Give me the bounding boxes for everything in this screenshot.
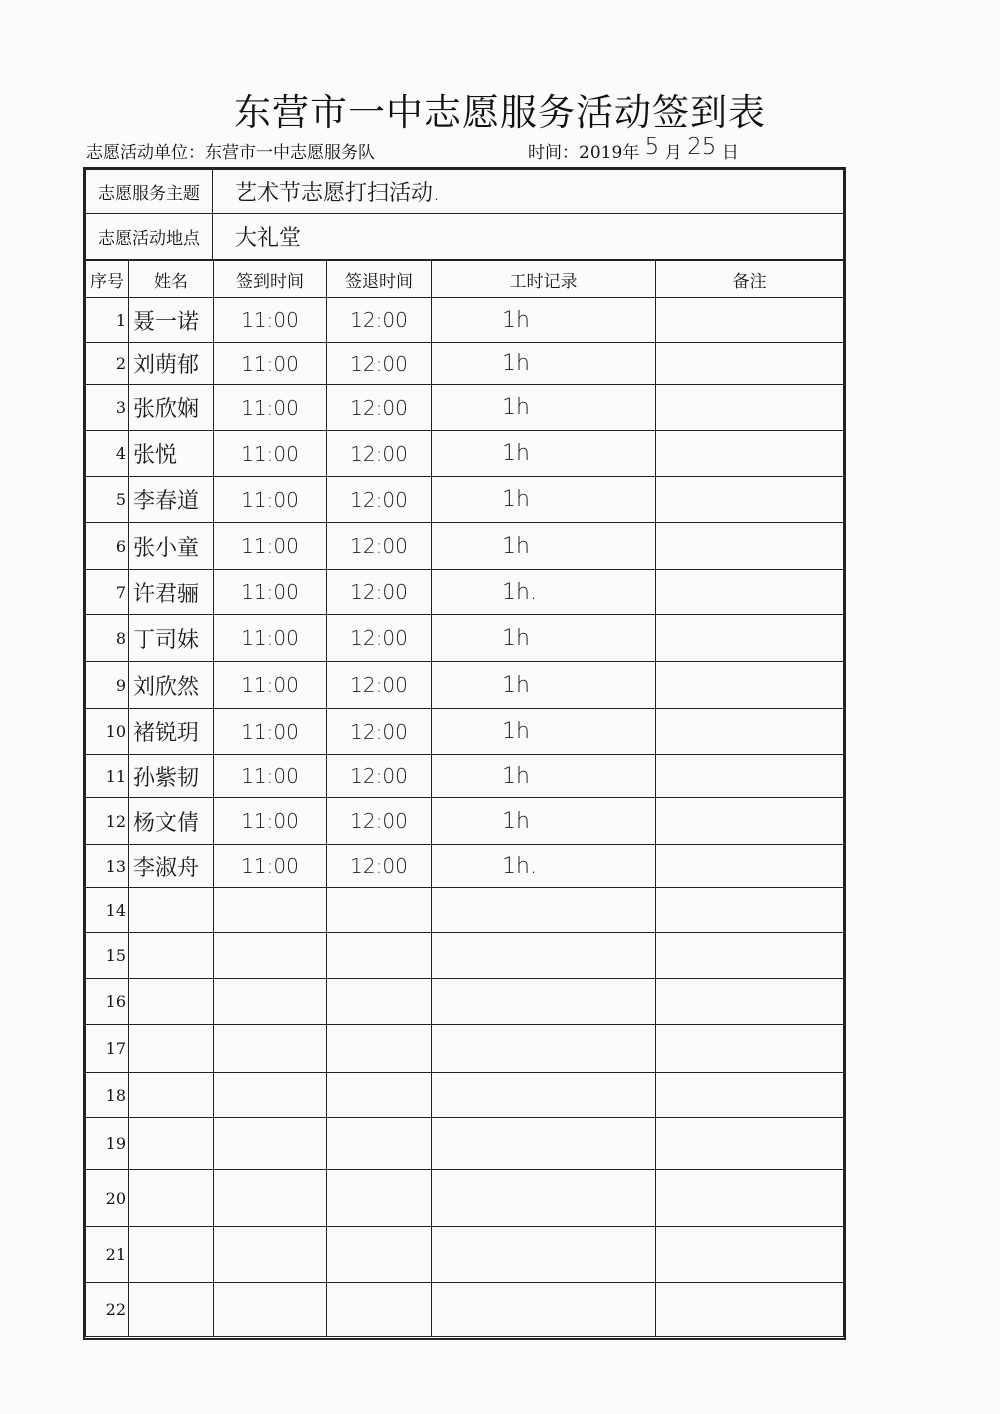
empty-cell [214, 1227, 327, 1283]
row-hours: 1h [432, 755, 656, 798]
row-sign-in: 11:00 [214, 431, 327, 477]
table-row [86, 845, 844, 888]
table-row [86, 570, 844, 615]
empty-cell [214, 1170, 327, 1227]
empty-table-row [86, 1118, 844, 1170]
row-number: 4 [86, 431, 129, 477]
empty-cell [327, 979, 432, 1025]
row-remark [656, 709, 844, 755]
row-sign-in: 11:00 [214, 662, 327, 709]
row-number: 13 [86, 845, 129, 888]
row-hours: 1h [432, 709, 656, 755]
row-sign-out: 12:00 [327, 615, 432, 662]
row-number: 14 [86, 888, 129, 933]
table-row [86, 431, 844, 477]
row-number: 9 [86, 662, 129, 709]
empty-table-row [86, 1227, 844, 1283]
row-name: 杨文倩 [129, 798, 214, 845]
row-sign-in: 11:00 [214, 385, 327, 431]
row-remark [656, 343, 844, 385]
row-sign-out: 12:00 [327, 385, 432, 431]
row-name: 张小童 [129, 523, 214, 570]
empty-cell [327, 1118, 432, 1170]
empty-cell [327, 1227, 432, 1283]
empty-cell [129, 888, 214, 933]
row-sign-out: 12:00 [327, 431, 432, 477]
row-number: 11 [86, 755, 129, 798]
info-table [85, 169, 844, 260]
row-remark [656, 662, 844, 709]
empty-table-row [86, 1025, 844, 1073]
row-name: 孙紫韧 [129, 755, 214, 798]
row-remark [656, 385, 844, 431]
row-sign-out: 12:00 [327, 662, 432, 709]
row-sign-in: 11:00 [214, 477, 327, 523]
empty-cell [214, 933, 327, 979]
row-sign-out: 12:00 [327, 523, 432, 570]
row-number: 15 [86, 933, 129, 979]
row-sign-in: 11:00 [214, 343, 327, 385]
row-sign-out: 12:00 [327, 570, 432, 615]
empty-cell [129, 1170, 214, 1227]
unit-label: 志愿活动单位： [86, 143, 205, 163]
empty-cell [656, 1227, 844, 1283]
unit-line [86, 138, 375, 163]
empty-cell [129, 1283, 214, 1337]
empty-cell [656, 888, 844, 933]
row-hours: 1h [432, 662, 656, 709]
row-sign-out: 12:00 [327, 298, 432, 343]
empty-cell [432, 888, 656, 933]
empty-cell [214, 1025, 327, 1073]
empty-cell [129, 1073, 214, 1118]
empty-cell [327, 1170, 432, 1227]
row-sign-in: 11:00 [214, 709, 327, 755]
empty-cell [432, 1170, 656, 1227]
attendance-table [85, 260, 844, 1337]
header-row [86, 261, 844, 298]
month-label: 月 [664, 143, 682, 163]
row-sign-in: 11:00 [214, 523, 327, 570]
empty-table-row [86, 933, 844, 979]
header-hours: 工时记录 [432, 261, 656, 298]
empty-cell [327, 1073, 432, 1118]
row-name: 褚锐玥 [129, 709, 214, 755]
row-number: 5 [86, 477, 129, 523]
row-remark [656, 570, 844, 615]
empty-cell [129, 933, 214, 979]
empty-table-row [86, 979, 844, 1025]
row-remark [656, 615, 844, 662]
row-number: 18 [86, 1073, 129, 1118]
row-sign-out: 12:00 [327, 343, 432, 385]
row-hours: 1h [432, 343, 656, 385]
empty-cell [129, 979, 214, 1025]
empty-cell [327, 888, 432, 933]
row-number: 22 [86, 1283, 129, 1337]
unit-value: 东营市一中志愿服务队 [205, 143, 375, 163]
empty-table-row [86, 888, 844, 933]
table-row [86, 385, 844, 431]
table-row [86, 615, 844, 662]
row-sign-out: 12:00 [327, 845, 432, 888]
theme-label: 志愿服务主题 [86, 170, 213, 214]
row-number: 19 [86, 1118, 129, 1170]
time-label: 时间：2019年 [528, 143, 640, 163]
row-hours: 1h [432, 298, 656, 343]
month-value: 5 [644, 134, 660, 160]
empty-cell [129, 1025, 214, 1073]
table-row [86, 662, 844, 709]
empty-cell [656, 1118, 844, 1170]
row-hours: 1h. [432, 570, 656, 615]
table-row [86, 798, 844, 845]
empty-cell [129, 1227, 214, 1283]
row-name: 许君骊 [129, 570, 214, 615]
row-hours: 1h [432, 615, 656, 662]
empty-cell [432, 1073, 656, 1118]
row-sign-out: 12:00 [327, 477, 432, 523]
header-sign-out: 签退时间 [327, 261, 432, 298]
row-sign-in: 11:00 [214, 570, 327, 615]
empty-cell [656, 1073, 844, 1118]
day-label: 日 [721, 143, 739, 163]
empty-cell [432, 1283, 656, 1337]
row-name: 刘萌郁 [129, 343, 214, 385]
empty-table-row [86, 1073, 844, 1118]
row-number: 6 [86, 523, 129, 570]
row-name: 张悦 [129, 431, 214, 477]
row-name: 刘欣然 [129, 662, 214, 709]
row-number: 7 [86, 570, 129, 615]
empty-cell [129, 1118, 214, 1170]
row-number: 17 [86, 1025, 129, 1073]
place-value: 大礼堂 [213, 214, 844, 260]
empty-cell [432, 1025, 656, 1073]
empty-table-row [86, 1283, 844, 1337]
table-row [86, 477, 844, 523]
row-sign-in: 11:00 [214, 798, 327, 845]
row-number: 21 [86, 1227, 129, 1283]
empty-cell [214, 1283, 327, 1337]
empty-cell [656, 933, 844, 979]
empty-cell [214, 1073, 327, 1118]
row-hours: 1h. [432, 845, 656, 888]
row-hours: 1h [432, 477, 656, 523]
row-hours: 1h [432, 523, 656, 570]
theme-value: 艺术节志愿打扫活动. [213, 170, 844, 214]
empty-cell [327, 933, 432, 979]
row-remark [656, 845, 844, 888]
row-remark [656, 298, 844, 343]
document-title: 东营市一中志愿服务活动签到表 [234, 91, 766, 134]
row-name: 丁司妹 [129, 615, 214, 662]
table-row [86, 523, 844, 570]
table-row [86, 343, 844, 385]
header-remark: 备注 [656, 261, 844, 298]
row-name: 张欣娴 [129, 385, 214, 431]
empty-cell [656, 979, 844, 1025]
row-sign-out: 12:00 [327, 709, 432, 755]
table-row [86, 298, 844, 343]
row-remark [656, 798, 844, 845]
row-sign-in: 11:00 [214, 298, 327, 343]
table-row [86, 709, 844, 755]
empty-cell [432, 1227, 656, 1283]
place-label: 志愿活动地点 [86, 214, 213, 260]
row-hours: 1h [432, 431, 656, 477]
header-name: 姓名 [129, 261, 214, 298]
empty-cell [327, 1025, 432, 1073]
empty-cell [656, 1170, 844, 1227]
empty-table-row [86, 1170, 844, 1227]
empty-cell [656, 1025, 844, 1073]
empty-cell [214, 979, 327, 1025]
empty-cell [327, 1283, 432, 1337]
table-row [86, 755, 844, 798]
empty-cell [432, 979, 656, 1025]
row-number: 2 [86, 343, 129, 385]
row-name: 聂一诺 [129, 298, 214, 343]
row-sign-in: 11:00 [214, 615, 327, 662]
row-sign-out: 12:00 [327, 798, 432, 845]
empty-cell [214, 888, 327, 933]
day-value: 25 [687, 134, 717, 160]
row-number: 1 [86, 298, 129, 343]
row-sign-in: 11:00 [214, 755, 327, 798]
empty-cell [432, 933, 656, 979]
row-remark [656, 477, 844, 523]
row-sign-in: 11:00 [214, 845, 327, 888]
row-remark [656, 523, 844, 570]
empty-cell [656, 1283, 844, 1337]
row-number: 8 [86, 615, 129, 662]
row-hours: 1h [432, 798, 656, 845]
header-no: 序号 [86, 261, 129, 298]
row-number: 20 [86, 1170, 129, 1227]
row-remark [656, 431, 844, 477]
header-sign-in: 签到时间 [214, 261, 327, 298]
row-number: 10 [86, 709, 129, 755]
date-line [528, 134, 739, 164]
row-sign-out: 12:00 [327, 755, 432, 798]
row-remark [656, 755, 844, 798]
sign-in-sheet [83, 167, 846, 1340]
row-number: 16 [86, 979, 129, 1025]
meta-row [86, 136, 846, 162]
row-name: 李春道 [129, 477, 214, 523]
row-number: 3 [86, 385, 129, 431]
empty-cell [432, 1118, 656, 1170]
row-number: 12 [86, 798, 129, 845]
row-hours: 1h [432, 385, 656, 431]
row-name: 李淑舟 [129, 845, 214, 888]
empty-cell [214, 1118, 327, 1170]
